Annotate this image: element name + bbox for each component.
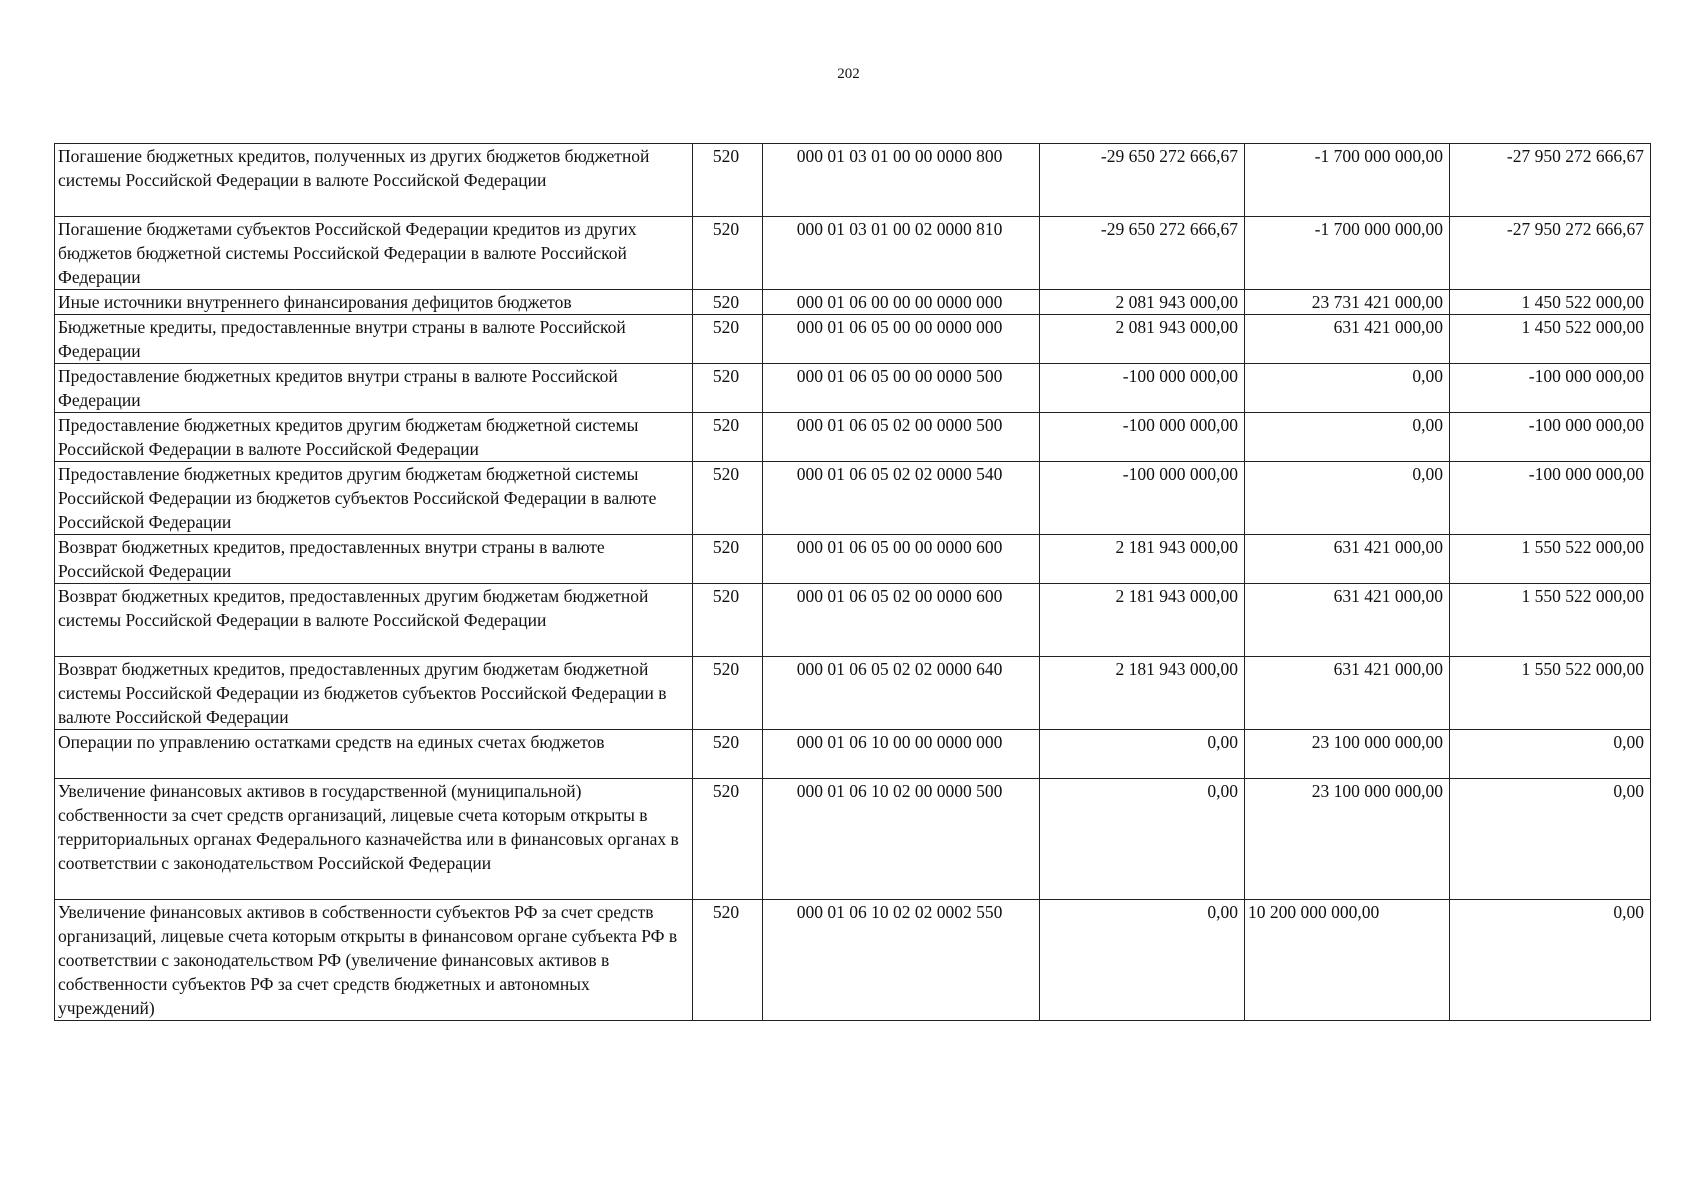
table-row bbox=[55, 657, 1651, 730]
table-row bbox=[55, 535, 1651, 584]
row-description: Бюджетные кредиты, предоставленные внутри страны в валюте Российской Федерации bbox=[55, 315, 693, 364]
row-value-3: -100 000 000,00 bbox=[1450, 413, 1651, 462]
row-admin-code: 520 bbox=[693, 315, 763, 364]
table-row bbox=[55, 413, 1651, 462]
row-budget-classification-code: 000 01 06 05 00 00 0000 600 bbox=[763, 535, 1040, 584]
row-description: Погашение бюджетных кредитов, полученных из других бюджетов бюджетной системы Российской Федерации в валюте Российской Федерации bbox=[55, 144, 693, 217]
page-number: 202 bbox=[837, 66, 860, 82]
row-value-3: 1 550 522 000,00 bbox=[1450, 584, 1651, 657]
row-value-2: 631 421 000,00 bbox=[1245, 584, 1450, 657]
row-admin-code: 520 bbox=[693, 779, 763, 900]
row-description: Возврат бюджетных кредитов, предоставленных другим бюджетам бюджетной системы Российской Федерации из бюджетов субъектов Российской Федерации в валюте Российской Федерации bbox=[55, 657, 693, 730]
row-admin-code: 520 bbox=[693, 730, 763, 779]
row-value-1: -100 000 000,00 bbox=[1040, 462, 1245, 535]
row-value-3: 0,00 bbox=[1450, 779, 1651, 900]
row-description: Предоставление бюджетных кредитов другим бюджетам бюджетной системы Российской Федерации из бюджетов субъектов Российской Федерации в валюте Российской Федерации bbox=[55, 462, 693, 535]
budget-sources-table bbox=[54, 143, 1651, 1021]
row-budget-classification-code: 000 01 06 05 02 02 0000 640 bbox=[763, 657, 1040, 730]
table-row bbox=[55, 779, 1651, 900]
row-budget-classification-code: 000 01 06 05 02 00 0000 500 bbox=[763, 413, 1040, 462]
row-value-3: 1 550 522 000,00 bbox=[1450, 657, 1651, 730]
row-value-1: 2 081 943 000,00 bbox=[1040, 315, 1245, 364]
table-row bbox=[55, 290, 1651, 315]
row-description: Возврат бюджетных кредитов, предоставленных другим бюджетам бюджетной системы Российской Федерации в валюте Российской Федерации bbox=[55, 584, 693, 657]
row-value-2: 0,00 bbox=[1245, 413, 1450, 462]
row-budget-classification-code: 000 01 03 01 00 02 0000 810 bbox=[763, 217, 1040, 290]
row-budget-classification-code: 000 01 06 10 00 00 0000 000 bbox=[763, 730, 1040, 779]
row-value-2: -1 700 000 000,00 bbox=[1245, 217, 1450, 290]
row-description: Предоставление бюджетных кредитов внутри страны в валюте Российской Федерации bbox=[55, 364, 693, 413]
row-budget-classification-code: 000 01 06 05 02 00 0000 600 bbox=[763, 584, 1040, 657]
row-admin-code: 520 bbox=[693, 584, 763, 657]
row-value-3: 0,00 bbox=[1450, 900, 1651, 1021]
row-admin-code: 520 bbox=[693, 364, 763, 413]
row-description: Предоставление бюджетных кредитов другим бюджетам бюджетной системы Российской Федерации в валюте Российской Федерации bbox=[55, 413, 693, 462]
row-value-1: 0,00 bbox=[1040, 779, 1245, 900]
table-row bbox=[55, 217, 1651, 290]
row-value-3: -27 950 272 666,67 bbox=[1450, 217, 1651, 290]
row-value-2: 23 100 000 000,00 bbox=[1245, 779, 1450, 900]
row-value-1: -29 650 272 666,67 bbox=[1040, 144, 1245, 217]
row-value-2: 631 421 000,00 bbox=[1245, 315, 1450, 364]
table-row bbox=[55, 730, 1651, 779]
row-value-1: 0,00 bbox=[1040, 730, 1245, 779]
row-value-2: -1 700 000 000,00 bbox=[1245, 144, 1450, 217]
row-value-3: -27 950 272 666,67 bbox=[1450, 144, 1651, 217]
row-value-1: 2 181 943 000,00 bbox=[1040, 535, 1245, 584]
row-value-2: 631 421 000,00 bbox=[1245, 657, 1450, 730]
row-description: Возврат бюджетных кредитов, предоставленных внутри страны в валюте Российской Федерации bbox=[55, 535, 693, 584]
table-row bbox=[55, 364, 1651, 413]
row-value-1: -100 000 000,00 bbox=[1040, 413, 1245, 462]
row-budget-classification-code: 000 01 06 10 02 00 0000 500 bbox=[763, 779, 1040, 900]
row-description: Иные источники внутреннего финансирования дефицитов бюджетов bbox=[55, 290, 693, 315]
row-value-2: 23 731 421 000,00 bbox=[1245, 290, 1450, 315]
row-admin-code: 520 bbox=[693, 900, 763, 1021]
row-value-3: -100 000 000,00 bbox=[1450, 462, 1651, 535]
row-value-3: 0,00 bbox=[1450, 730, 1651, 779]
row-budget-classification-code: 000 01 06 05 02 02 0000 540 bbox=[763, 462, 1040, 535]
row-value-3: 1 450 522 000,00 bbox=[1450, 290, 1651, 315]
row-value-2: 10 200 000 000,00 bbox=[1245, 900, 1450, 1021]
row-value-3: 1 450 522 000,00 bbox=[1450, 315, 1651, 364]
row-admin-code: 520 bbox=[693, 535, 763, 584]
row-budget-classification-code: 000 01 06 00 00 00 0000 000 bbox=[763, 290, 1040, 315]
table-row bbox=[55, 900, 1651, 1021]
table-row bbox=[55, 315, 1651, 364]
row-value-2: 631 421 000,00 bbox=[1245, 535, 1450, 584]
row-admin-code: 520 bbox=[693, 657, 763, 730]
row-budget-classification-code: 000 01 06 05 00 00 0000 500 bbox=[763, 364, 1040, 413]
row-budget-classification-code: 000 01 03 01 00 00 0000 800 bbox=[763, 144, 1040, 217]
table-row bbox=[55, 584, 1651, 657]
row-description: Увеличение финансовых активов в государственной (муниципальной) собственности за счет средств организаций, лицевые счета которым открыты в территориальных органах Федерального казначейства или в финансовых органах в соответствии с законодательством Российской Федерации bbox=[55, 779, 693, 900]
row-value-1: 2 081 943 000,00 bbox=[1040, 290, 1245, 315]
row-description: Погашение бюджетами субъектов Российской Федерации кредитов из других бюджетов бюджетной системы Российской Федерации в валюте Российской Федерации bbox=[55, 217, 693, 290]
table-row bbox=[55, 144, 1651, 217]
row-value-1: 2 181 943 000,00 bbox=[1040, 584, 1245, 657]
table-row bbox=[55, 462, 1651, 535]
row-value-1: 0,00 bbox=[1040, 900, 1245, 1021]
row-value-3: 1 550 522 000,00 bbox=[1450, 535, 1651, 584]
row-admin-code: 520 bbox=[693, 413, 763, 462]
row-value-1: 2 181 943 000,00 bbox=[1040, 657, 1245, 730]
row-value-2: 0,00 bbox=[1245, 364, 1450, 413]
row-admin-code: 520 bbox=[693, 290, 763, 315]
row-description: Операции по управлению остатками средств на единых счетах бюджетов bbox=[55, 730, 693, 779]
row-budget-classification-code: 000 01 06 10 02 02 0002 550 bbox=[763, 900, 1040, 1021]
row-budget-classification-code: 000 01 06 05 00 00 0000 000 bbox=[763, 315, 1040, 364]
row-value-1: -100 000 000,00 bbox=[1040, 364, 1245, 413]
row-value-1: -29 650 272 666,67 bbox=[1040, 217, 1245, 290]
row-value-2: 23 100 000 000,00 bbox=[1245, 730, 1450, 779]
row-value-3: -100 000 000,00 bbox=[1450, 364, 1651, 413]
row-admin-code: 520 bbox=[693, 144, 763, 217]
row-admin-code: 520 bbox=[693, 217, 763, 290]
row-admin-code: 520 bbox=[693, 462, 763, 535]
row-description: Увеличение финансовых активов в собственности субъектов РФ за счет средств организаций, лицевые счета которым открыты в финансовом органе субъекта РФ в соответствии с законодательством РФ (увеличение финансовых активов в собственности субъектов РФ за счет средств бюджетных и автономных учреждений) bbox=[55, 900, 693, 1021]
row-value-2: 0,00 bbox=[1245, 462, 1450, 535]
